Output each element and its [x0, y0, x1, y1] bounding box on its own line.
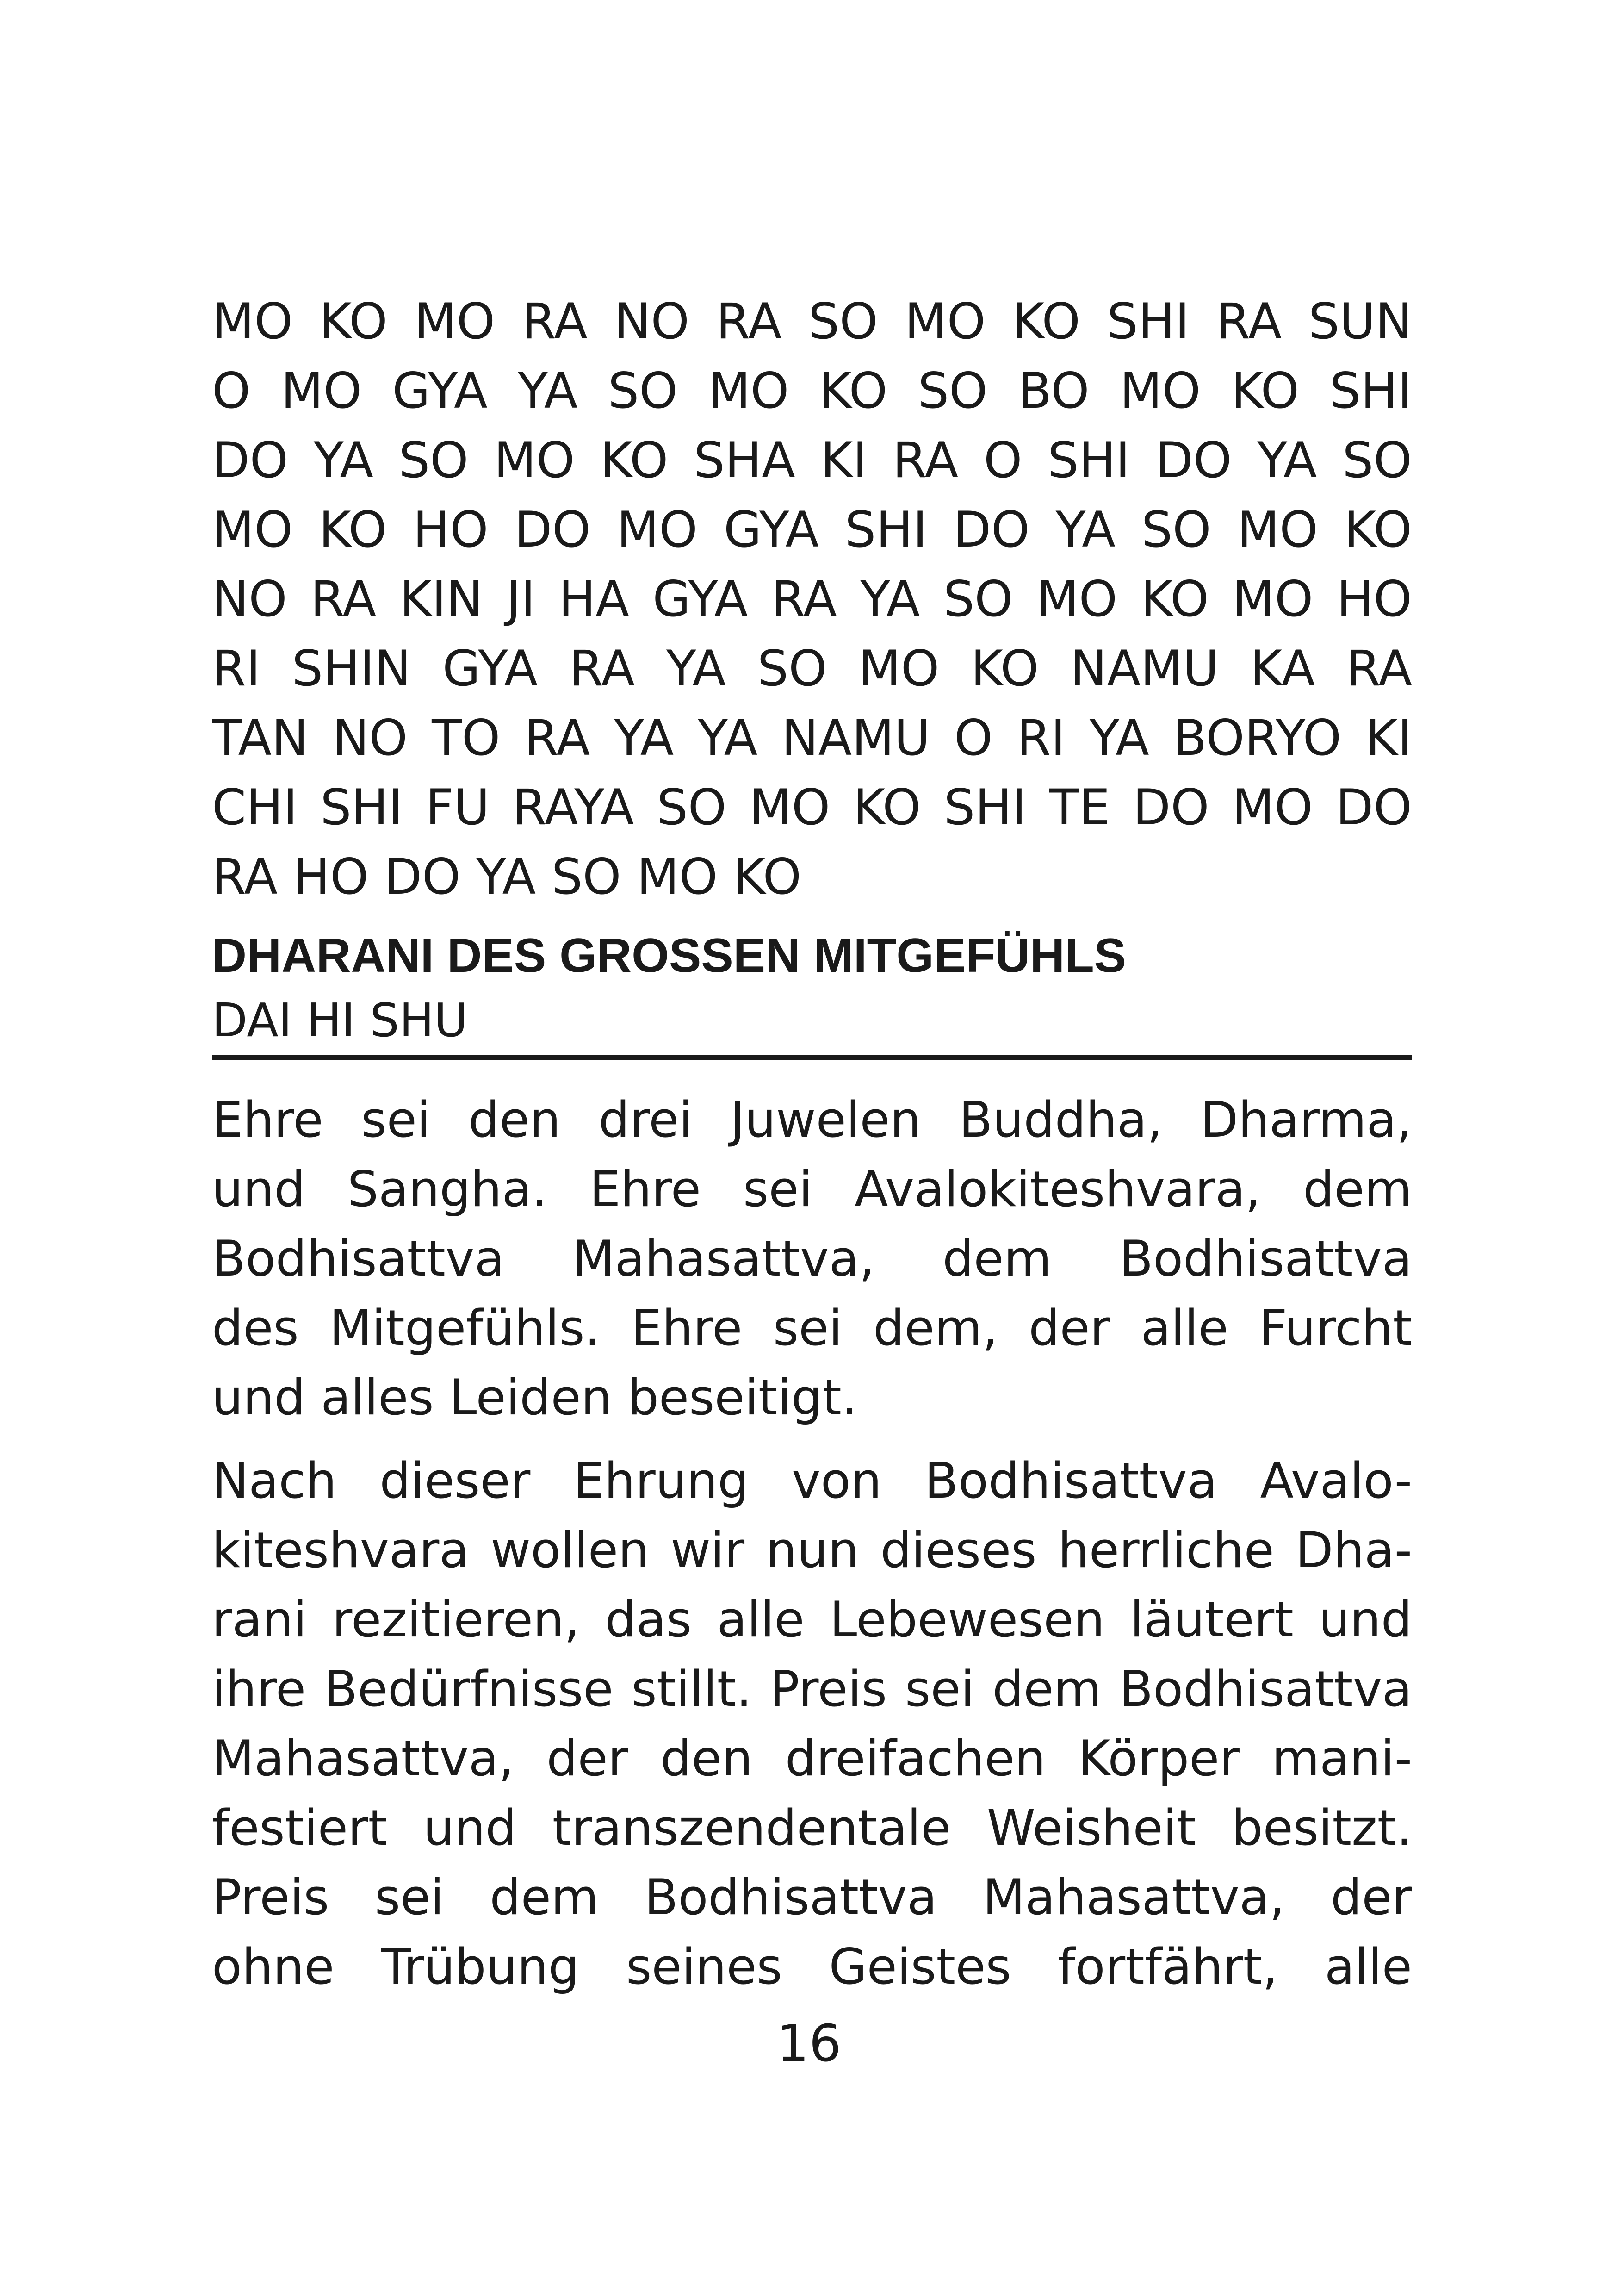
mantra-line: MO KO MO RA NO RA SO MO KO SHI RA SUN	[212, 293, 1412, 350]
mantra-line: DO YA SO MO KO SHA KI RA O SHI DO YA SO	[212, 432, 1412, 489]
paragraph-line: und Sangha. Ehre sei Avalokiteshvara, dem	[212, 1161, 1412, 1218]
paragraph-line: des Mitgefühls. Ehre sei dem, der alle Furcht	[212, 1300, 1412, 1356]
mantra-line: CHI SHI FU RAYA SO MO KO SHI TE DO MO DO	[212, 779, 1412, 836]
page-number: 16	[776, 2014, 842, 2073]
paragraph-line: Mahasattva, der den dreifachen Körper mani-	[212, 1730, 1412, 1787]
paragraph-line: Ehre sei den drei Juwelen Buddha, Dharma,	[212, 1091, 1412, 1148]
paragraph-line: rani rezitieren, das alle Lebewesen läutert und	[212, 1591, 1412, 1648]
paragraph-line: ohne Trübung seines Geistes fortfährt, alle	[212, 1938, 1412, 1995]
paragraph-line: Preis sei dem Bodhisattva Mahasattva, der	[212, 1869, 1412, 1926]
paragraph-line: kiteshvara wollen wir nun dieses herrliche Dha-	[212, 1522, 1412, 1579]
mantra-line: TAN NO TO RA YA YA NAMU O RI YA BORYO KI	[212, 709, 1412, 766]
paragraph-line: ihre Bedürfnisse stillt. Preis sei dem Bodhisattva	[212, 1661, 1412, 1717]
mantra-line: MO KO HO DO MO GYA SHI DO YA SO MO KO	[212, 501, 1412, 558]
paragraph-line: und alles Leiden beseitigt.	[212, 1369, 857, 1426]
section-title: DHARANI DES GROSSEN MITGEFÜHLS	[212, 929, 1127, 983]
paragraph-line: festiert und transzendentale Weisheit besitzt.	[212, 1799, 1412, 1856]
section-divider	[212, 1055, 1412, 1060]
mantra-line: NO RA KIN JI HA GYA RA YA SO MO KO MO HO	[212, 571, 1412, 628]
paragraph-line: Nach dieser Ehrung von Bodhisattva Avalo-	[212, 1452, 1412, 1509]
mantra-line: O MO GYA YA SO MO KO SO BO MO KO SHI	[212, 362, 1412, 419]
mantra-line: RA HO DO YA SO MO KO	[212, 848, 802, 905]
section-subtitle: DAI HI SHU	[212, 993, 468, 1047]
paragraph-line: Bodhisattva Mahasattva, dem Bodhisattva	[212, 1230, 1412, 1287]
mantra-line: RI SHIN GYA RA YA SO MO KO NAMU KA RA	[212, 640, 1412, 697]
